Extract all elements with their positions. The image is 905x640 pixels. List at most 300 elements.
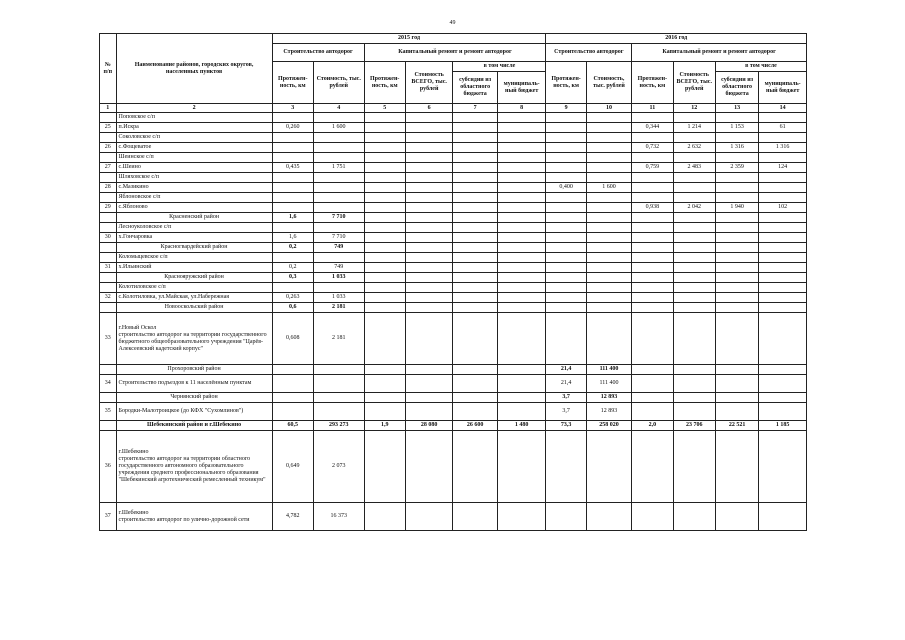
table-row (100, 153, 807, 163)
value-cell (715, 375, 758, 393)
value-cell (364, 243, 405, 253)
value-cell: 0,260 (272, 123, 313, 133)
value-cell (405, 303, 453, 313)
value-cell (759, 293, 807, 303)
cost-header: Стоимость, тыс. рублей (586, 62, 631, 104)
value-cell (546, 293, 586, 303)
empty-cell (405, 253, 453, 263)
value-cell (405, 431, 453, 503)
value-cell (453, 503, 497, 531)
value-cell: 1 153 (715, 123, 758, 133)
value-cell (715, 365, 758, 375)
value-cell (673, 375, 715, 393)
value-cell (546, 123, 586, 133)
value-cell (497, 313, 546, 365)
empty-cell (364, 113, 405, 123)
value-cell (673, 313, 715, 365)
empty-cell (715, 253, 758, 263)
object-name (116, 123, 272, 133)
row-number-cell: 37 (100, 503, 117, 531)
empty-cell (546, 193, 586, 203)
table-row (100, 133, 807, 143)
value-cell (405, 213, 453, 223)
table-row (100, 313, 807, 365)
value-cell (364, 273, 405, 283)
value-cell (272, 393, 313, 403)
value-cell: 0,263 (272, 293, 313, 303)
name-text: Строительство подъездов к 11 населённым пунктам (118, 380, 252, 386)
value-cell (759, 365, 807, 375)
value-cell: 1 316 (759, 143, 807, 153)
empty-cell (364, 193, 405, 203)
value-cell (497, 163, 546, 173)
row-number-cell: 34 (100, 375, 117, 393)
district-name (116, 393, 272, 403)
table-row (100, 393, 807, 403)
value-cell (673, 213, 715, 223)
column-number: 13 (715, 104, 758, 113)
empty-cell (586, 133, 631, 143)
empty-cell (405, 283, 453, 293)
column-number: 4 (313, 104, 364, 113)
row-number-cell: 35 (100, 403, 117, 421)
name-text: Чернянский район (170, 394, 218, 400)
empty-cell (453, 283, 497, 293)
object-description: строительство автодорог по улично-дорожной сети (118, 516, 250, 523)
value-cell: 102 (759, 203, 807, 213)
column-number: 8 (497, 104, 546, 113)
value-cell (405, 503, 453, 531)
value-cell: 2 181 (313, 313, 364, 365)
table-row (100, 293, 807, 303)
table-row (100, 163, 807, 173)
municipal-header: муниципаль-ный бюджет (759, 72, 807, 104)
value-cell (759, 431, 807, 503)
repair-2016-header: Капитальный ремонт и ремонт автодорог (632, 44, 807, 62)
value-cell (546, 313, 586, 365)
value-cell (759, 263, 807, 273)
row-number-cell (100, 113, 117, 123)
value-cell (715, 293, 758, 303)
empty-cell (272, 193, 313, 203)
row-number-cell (100, 253, 117, 263)
year-2015-header: 2015 год (272, 34, 546, 44)
row-number-cell: 28 (100, 183, 117, 193)
value-cell: 0,435 (272, 163, 313, 173)
value-cell (586, 233, 631, 243)
value-cell (405, 163, 453, 173)
name-text: Красногвардейский район (160, 244, 228, 250)
value-cell (632, 263, 673, 273)
value-cell: 1 480 (497, 421, 546, 431)
column-number: 11 (632, 104, 673, 113)
value-cell (497, 213, 546, 223)
value-cell: 0,2 (272, 263, 313, 273)
empty-cell (313, 253, 364, 263)
value-cell (546, 213, 586, 223)
length-header: Протяжен-ность, км (272, 62, 313, 104)
value-cell: 7 710 (313, 233, 364, 243)
row-number-cell: 33 (100, 313, 117, 365)
value-cell (586, 243, 631, 253)
name-text: Краснояружский район (164, 274, 224, 280)
value-cell: 2 632 (673, 143, 715, 153)
table-row (100, 263, 807, 273)
subsidy-header: субсидии из областного бюджета (453, 72, 497, 104)
settlement-group-label: Соколовское с/п (116, 133, 272, 143)
object-name (116, 403, 272, 421)
empty-cell (364, 283, 405, 293)
value-cell: 1,6 (272, 233, 313, 243)
name-text: Красненский район (169, 214, 220, 220)
table-row (100, 375, 807, 393)
table-row (100, 193, 807, 203)
value-cell (715, 303, 758, 313)
empty-cell (715, 133, 758, 143)
value-cell (632, 503, 673, 531)
row-number-cell (100, 243, 117, 253)
construction-2016-header: Строительство автодорог (546, 44, 632, 62)
total-cost-header: Стоимость ВСЕГО, тыс. рублей (673, 62, 715, 104)
table-row (100, 503, 807, 531)
value-cell (715, 263, 758, 273)
empty-cell (272, 113, 313, 123)
value-cell: 16 373 (313, 503, 364, 531)
empty-cell (453, 133, 497, 143)
length-header: Протяжен-ность, км (546, 62, 586, 104)
value-cell (405, 365, 453, 375)
district-name (116, 303, 272, 313)
table-row (100, 143, 807, 153)
value-cell (759, 375, 807, 393)
settlement-group-label: Яблоновское с/п (116, 193, 272, 203)
empty-cell (272, 223, 313, 233)
table-row (100, 223, 807, 233)
table-row (100, 303, 807, 313)
empty-cell (759, 173, 807, 183)
subsidy-header: субсидии из областного бюджета (715, 72, 758, 104)
district-name (116, 213, 272, 223)
value-cell (405, 273, 453, 283)
value-cell (497, 203, 546, 213)
column-number: 7 (453, 104, 497, 113)
row-number-cell (100, 393, 117, 403)
empty-cell (715, 153, 758, 163)
value-cell (586, 293, 631, 303)
value-cell (759, 403, 807, 421)
value-cell: 23 706 (673, 421, 715, 431)
value-cell (673, 503, 715, 531)
value-cell (272, 403, 313, 421)
value-cell (715, 403, 758, 421)
value-cell (364, 123, 405, 133)
value-cell (715, 213, 758, 223)
value-cell (272, 365, 313, 375)
empty-cell (546, 133, 586, 143)
empty-cell (364, 153, 405, 163)
empty-cell (405, 223, 453, 233)
column-number: 3 (272, 104, 313, 113)
empty-cell (632, 133, 673, 143)
value-cell (453, 233, 497, 243)
value-cell (632, 303, 673, 313)
value-cell (405, 403, 453, 421)
value-cell (715, 243, 758, 253)
table-row (100, 273, 807, 283)
empty-cell (405, 133, 453, 143)
column-number: 6 (405, 104, 453, 113)
table-body (100, 113, 807, 531)
value-cell (759, 393, 807, 403)
value-cell (546, 143, 586, 153)
value-cell (453, 213, 497, 223)
table-row (100, 403, 807, 421)
empty-cell (759, 253, 807, 263)
empty-cell (453, 113, 497, 123)
row-number-cell: 27 (100, 163, 117, 173)
value-cell: 1 033 (313, 293, 364, 303)
value-cell (759, 303, 807, 313)
column-number: 5 (364, 104, 405, 113)
value-cell: 2,0 (632, 421, 673, 431)
value-cell (546, 503, 586, 531)
value-cell (497, 431, 546, 503)
column-number: 10 (586, 104, 631, 113)
name-text: с.Мазикино (118, 184, 149, 190)
value-cell: 21,4 (546, 365, 586, 375)
empty-cell (453, 173, 497, 183)
value-cell (453, 375, 497, 393)
value-cell (364, 403, 405, 421)
value-cell: 1 185 (759, 421, 807, 431)
value-cell (546, 203, 586, 213)
value-cell (364, 393, 405, 403)
table-row (100, 243, 807, 253)
table-row (100, 183, 807, 193)
table-row (100, 203, 807, 213)
value-cell (453, 143, 497, 153)
value-cell (546, 233, 586, 243)
value-cell (405, 203, 453, 213)
value-cell: 0,6 (272, 303, 313, 313)
value-cell (673, 403, 715, 421)
value-cell (453, 273, 497, 283)
value-cell (364, 233, 405, 243)
table-row (100, 283, 807, 293)
value-cell (586, 213, 631, 223)
value-cell (364, 143, 405, 153)
object-name (116, 375, 272, 393)
value-cell (586, 143, 631, 153)
row-number-cell (100, 193, 117, 203)
settlement-group-label: Шляховское с/п (116, 173, 272, 183)
value-cell (364, 313, 405, 365)
value-cell: 1 751 (313, 163, 364, 173)
value-cell (453, 123, 497, 133)
value-cell (453, 163, 497, 173)
district-name (116, 365, 272, 375)
empty-cell (497, 113, 546, 123)
value-cell (632, 375, 673, 393)
empty-cell (632, 173, 673, 183)
table-row (100, 173, 807, 183)
empty-cell (405, 173, 453, 183)
object-city: г.Шебекино (118, 449, 149, 455)
value-cell (715, 393, 758, 403)
value-cell (673, 293, 715, 303)
value-cell (715, 431, 758, 503)
empty-cell (497, 193, 546, 203)
empty-cell (673, 283, 715, 293)
value-cell (673, 263, 715, 273)
value-cell (364, 503, 405, 531)
value-cell (759, 183, 807, 193)
empty-cell (546, 223, 586, 233)
empty-cell (715, 223, 758, 233)
value-cell: 749 (313, 243, 364, 253)
value-cell (632, 183, 673, 193)
value-cell (405, 123, 453, 133)
length-header: Протяжен-ность, км (632, 62, 673, 104)
value-cell: 2 073 (313, 431, 364, 503)
name-text: п.Искра (118, 124, 139, 130)
column-number: 2 (116, 104, 272, 113)
empty-cell (715, 283, 758, 293)
empty-cell (673, 113, 715, 123)
empty-cell (673, 253, 715, 263)
value-cell (497, 143, 546, 153)
value-cell (632, 293, 673, 303)
value-cell (313, 143, 364, 153)
object-name (116, 203, 272, 213)
empty-cell (546, 173, 586, 183)
value-cell: 258 020 (586, 421, 631, 431)
page-number: 49 (449, 20, 456, 26)
column-number: 9 (546, 104, 586, 113)
empty-cell (313, 193, 364, 203)
value-cell (632, 431, 673, 503)
value-cell (673, 303, 715, 313)
name-text: Прохоровский район (167, 366, 221, 372)
value-cell (632, 243, 673, 253)
value-cell: 0,732 (632, 143, 673, 153)
value-cell: 2 181 (313, 303, 364, 313)
value-cell (453, 393, 497, 403)
empty-cell (497, 253, 546, 263)
value-cell (546, 243, 586, 253)
value-cell (497, 503, 546, 531)
empty-cell (586, 223, 631, 233)
value-cell (715, 183, 758, 193)
empty-cell (673, 173, 715, 183)
empty-cell (497, 173, 546, 183)
road-construction-table (99, 33, 807, 531)
settlement-group-label: Шеинское с/п (116, 153, 272, 163)
settlement-group-label: Колотиловское с/п (116, 283, 272, 293)
empty-cell (453, 223, 497, 233)
value-cell (272, 203, 313, 213)
value-cell (453, 203, 497, 213)
object-name (116, 263, 272, 273)
value-cell (586, 313, 631, 365)
value-cell (497, 183, 546, 193)
empty-cell (272, 253, 313, 263)
empty-cell (497, 283, 546, 293)
empty-cell (497, 133, 546, 143)
value-cell (759, 243, 807, 253)
value-cell: 1 033 (313, 273, 364, 283)
row-number-cell: 32 (100, 293, 117, 303)
value-cell (632, 213, 673, 223)
value-cell: 4,782 (272, 503, 313, 531)
value-cell (364, 375, 405, 393)
value-cell: 0,608 (272, 313, 313, 365)
settlement-group-label: Лесноуколовское с/п (116, 223, 272, 233)
empty-cell (313, 283, 364, 293)
value-cell (313, 203, 364, 213)
value-cell (632, 233, 673, 243)
empty-cell (715, 193, 758, 203)
value-cell (586, 163, 631, 173)
empty-cell (632, 153, 673, 163)
empty-cell (272, 133, 313, 143)
table-row (100, 365, 807, 375)
empty-cell (632, 223, 673, 233)
value-cell: 2 359 (715, 163, 758, 173)
value-cell (497, 233, 546, 243)
value-cell (586, 273, 631, 283)
name-text: х.Гончаровка (118, 234, 153, 240)
empty-cell (313, 133, 364, 143)
value-cell (364, 293, 405, 303)
value-cell: 26 600 (453, 421, 497, 431)
table-row (100, 113, 807, 123)
empty-cell (632, 193, 673, 203)
value-cell (272, 183, 313, 193)
value-cell (453, 263, 497, 273)
empty-cell (673, 153, 715, 163)
empty-cell (673, 193, 715, 203)
value-cell: 111 400 (586, 375, 631, 393)
year-2016-header: 2016 год (546, 34, 807, 44)
value-cell (586, 203, 631, 213)
value-cell (546, 431, 586, 503)
row-number-cell (100, 273, 117, 283)
value-cell (313, 403, 364, 421)
object-name (116, 293, 272, 303)
empty-cell (632, 113, 673, 123)
value-cell (632, 365, 673, 375)
value-cell (673, 273, 715, 283)
empty-cell (586, 153, 631, 163)
empty-cell (364, 173, 405, 183)
empty-cell (586, 193, 631, 203)
value-cell (497, 403, 546, 421)
value-cell (313, 365, 364, 375)
value-cell (405, 263, 453, 273)
value-cell (497, 393, 546, 403)
settlement-group-label: Коломыцевское с/п (116, 253, 272, 263)
value-cell (405, 233, 453, 243)
value-cell (673, 393, 715, 403)
value-cell (586, 123, 631, 133)
value-cell: 22 521 (715, 421, 758, 431)
empty-cell (272, 153, 313, 163)
empty-cell (313, 223, 364, 233)
value-cell: 7 710 (313, 213, 364, 223)
column-number: 12 (673, 104, 715, 113)
value-cell (673, 243, 715, 253)
